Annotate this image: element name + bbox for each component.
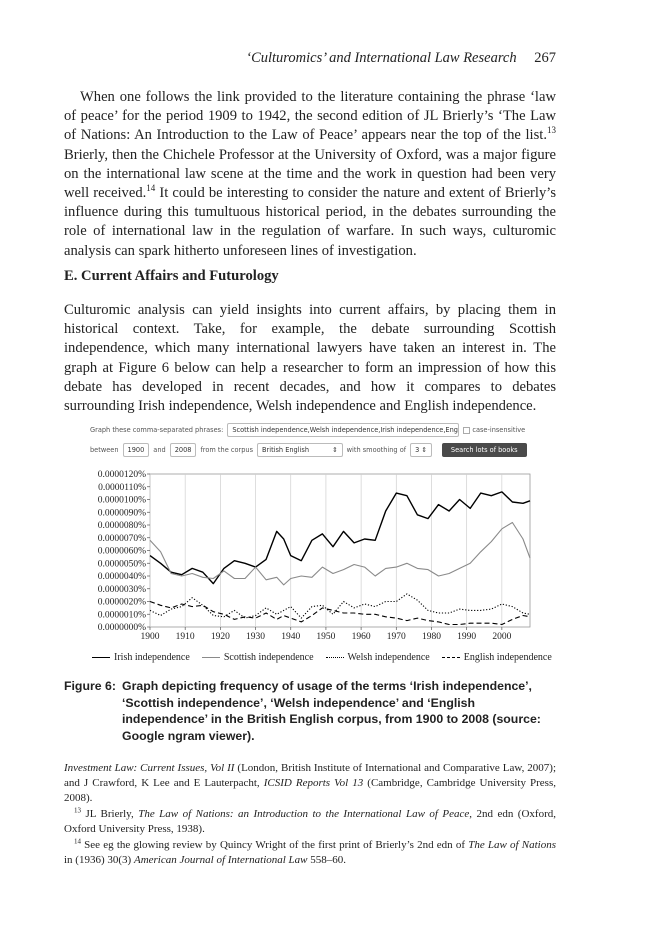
y-tick-label: 0.0000010% — [97, 610, 146, 621]
footnote-14-number: 14 — [74, 837, 81, 846]
fn-cont-text-1: (London, British Institute of International and Comparative Law, 2007); and J Crawford, K Lee and E Lauterpacht, — [64, 762, 556, 789]
fn-cont-italic-2: ICSID Reports Vol 13 — [263, 777, 364, 789]
y-tick-label: 0.0000050% — [97, 559, 146, 570]
phrases-input[interactable]: Scottish independence,Welsh independence,Irish independence,Eng — [227, 423, 459, 437]
fn13-italic: The Law of Nations: an Introduction to the International Law of Peace — [138, 808, 470, 820]
legend-item — [202, 652, 314, 663]
section-heading: E. Current Affairs and Futurology — [64, 268, 279, 284]
legend-label: English independence — [463, 652, 552, 663]
footnote-continuation — [64, 761, 556, 806]
chart-legend — [92, 652, 552, 663]
x-tick-label: 1900 — [140, 632, 160, 642]
series-line-irish-independence — [150, 492, 530, 584]
y-tick-label: 0.0000060% — [97, 546, 146, 557]
fn14-text-2: in (1936) 30(3) — [64, 854, 134, 866]
x-tick-label: 1930 — [246, 632, 266, 642]
series-line-scottish-independence — [150, 523, 530, 585]
fn13-text-1: JL Brierly, — [81, 808, 139, 820]
y-tick-label: 0.0000040% — [97, 572, 146, 582]
x-tick-label: 1970 — [386, 632, 406, 642]
select-arrows-icon: ⇕ — [311, 446, 338, 454]
footnote-13-number: 13 — [74, 806, 81, 815]
paragraph-2: Culturomic analysis can yield insights into current affairs, by placing them in historical context. Take, for example, the debate surrounding Scottish independence, which many international lawyers have taken an interest in. The graph at Figure 6 below can help a researcher to form an impression of how this debate has developed in recent decades, and how it compares to debates surrounding Irish independence, Welsh independence and English independence. — [64, 302, 556, 415]
fn-cont-text-2: (Cambridge, Cambridge University Press, 2008). — [64, 777, 556, 804]
y-tick-label: 0.0000080% — [97, 521, 146, 531]
x-tick-label: 1950 — [316, 632, 336, 642]
legend-swatch — [92, 657, 110, 658]
footnote-ref-14[interactable]: 14 — [146, 183, 156, 194]
x-tick-label: 2000 — [492, 632, 512, 642]
y-tick-label: 0.0000100% — [97, 495, 146, 506]
legend-swatch — [442, 657, 460, 658]
fn14-italic-2: American Journal of International Law — [133, 854, 308, 866]
y-tick-label: 0.0000090% — [97, 508, 146, 519]
case-insensitive-label: case-insensitive — [472, 426, 526, 434]
figure-label: Figure 6: — [64, 679, 116, 693]
fn14-text-1: See eg the glowing review by Quincy Wright of the first print of Brierly’s 2nd edn of — [81, 839, 469, 851]
footnote-14 — [64, 838, 556, 868]
between-label: between — [90, 446, 119, 454]
plot-frame — [150, 474, 530, 627]
legend-item — [326, 652, 430, 663]
x-tick-label: 1920 — [210, 632, 230, 642]
corpus-label: from the corpus — [200, 446, 254, 454]
y-tick-label: 0.0000120% — [97, 470, 146, 480]
page-number: 267 — [534, 50, 556, 66]
fn14-text-3: 558–60. — [307, 854, 347, 866]
select-arrows-icon: ⇕ — [421, 446, 427, 454]
legend-label: Scottish independence — [223, 652, 314, 663]
x-tick-label: 1940 — [281, 632, 301, 642]
x-tick-label: 1910 — [175, 632, 195, 642]
smoothing-value: 3 — [415, 446, 420, 454]
paragraph-1-part-3: It could be interesting to consider the nature and extent of Brierly’s influence during this tumultuous historical period, in the debates surrounding the role of international law in the regulation of warfare. In such ways, culturomic analysis can spark hitherto unforeseen lines of investigation. — [64, 185, 556, 259]
corpus-value: British English — [262, 446, 310, 454]
y-tick-label: 0.0000030% — [97, 584, 146, 595]
fn-cont-italic-1: Investment Law: Current Issues, Vol II — [64, 762, 235, 774]
x-tick-label: 1980 — [421, 632, 441, 642]
fn14-italic-1: The Law of Nations — [468, 839, 556, 851]
end-year-input[interactable]: 2008 — [170, 443, 197, 457]
phrases-label: Graph these comma-separated phrases: — [90, 426, 224, 434]
running-title: ‘Culturomics’ and International Law Research — [246, 50, 517, 66]
y-tick-label: 0.0000020% — [97, 597, 146, 608]
footnotes — [64, 761, 556, 868]
figure-caption — [64, 678, 556, 744]
legend-swatch — [202, 657, 220, 658]
legend-item — [442, 652, 552, 663]
legend-label: Welsh independence — [347, 652, 430, 663]
paragraph-1-part-1: When one follows the link provided to the literature containing the phrase ‘law of peace’ for the period 1909 to 1942, the second edition of JL Brierly’s ‘The Law of Nations: An Introduction to the Law of Peace’ appears near the top of the list. — [64, 89, 556, 144]
fn13-text-2: , 2nd edn (Oxford, Oxford University Press, 1938). — [64, 808, 556, 835]
figure-caption-text: Graph depicting frequency of usage of the terms ‘Irish independence’, ‘Scottish independence’, ‘Welsh independence’ and ‘English independence’ in the British English corpus, from 1900 to 2008 (source: Google ngram viewer). — [122, 679, 541, 743]
legend-swatch — [326, 657, 344, 658]
series-line-welsh-independence — [150, 594, 530, 618]
paragraph-1-part-2: Brierly, then the Chichele Professor at the University of Oxford, was a major figure on the international law scene at the time and the work in question had been very well received. — [64, 146, 556, 202]
smoothing-label: with smoothing of — [346, 446, 407, 454]
x-tick-label: 1960 — [351, 632, 371, 642]
y-tick-label: 0.0000110% — [98, 482, 146, 493]
and-label: and — [153, 446, 166, 454]
y-tick-label: 0.0000000% — [97, 623, 146, 633]
footnote-ref-13[interactable]: 13 — [547, 125, 556, 136]
footnote-13 — [64, 807, 556, 837]
search-books-button[interactable]: Search lots of books — [442, 443, 527, 457]
start-year-input[interactable]: 1900 — [123, 443, 150, 457]
legend-item — [92, 652, 190, 663]
legend-label: Irish independence — [114, 652, 190, 663]
y-tick-label: 0.0000070% — [97, 533, 146, 544]
x-tick-label: 1990 — [457, 632, 477, 642]
